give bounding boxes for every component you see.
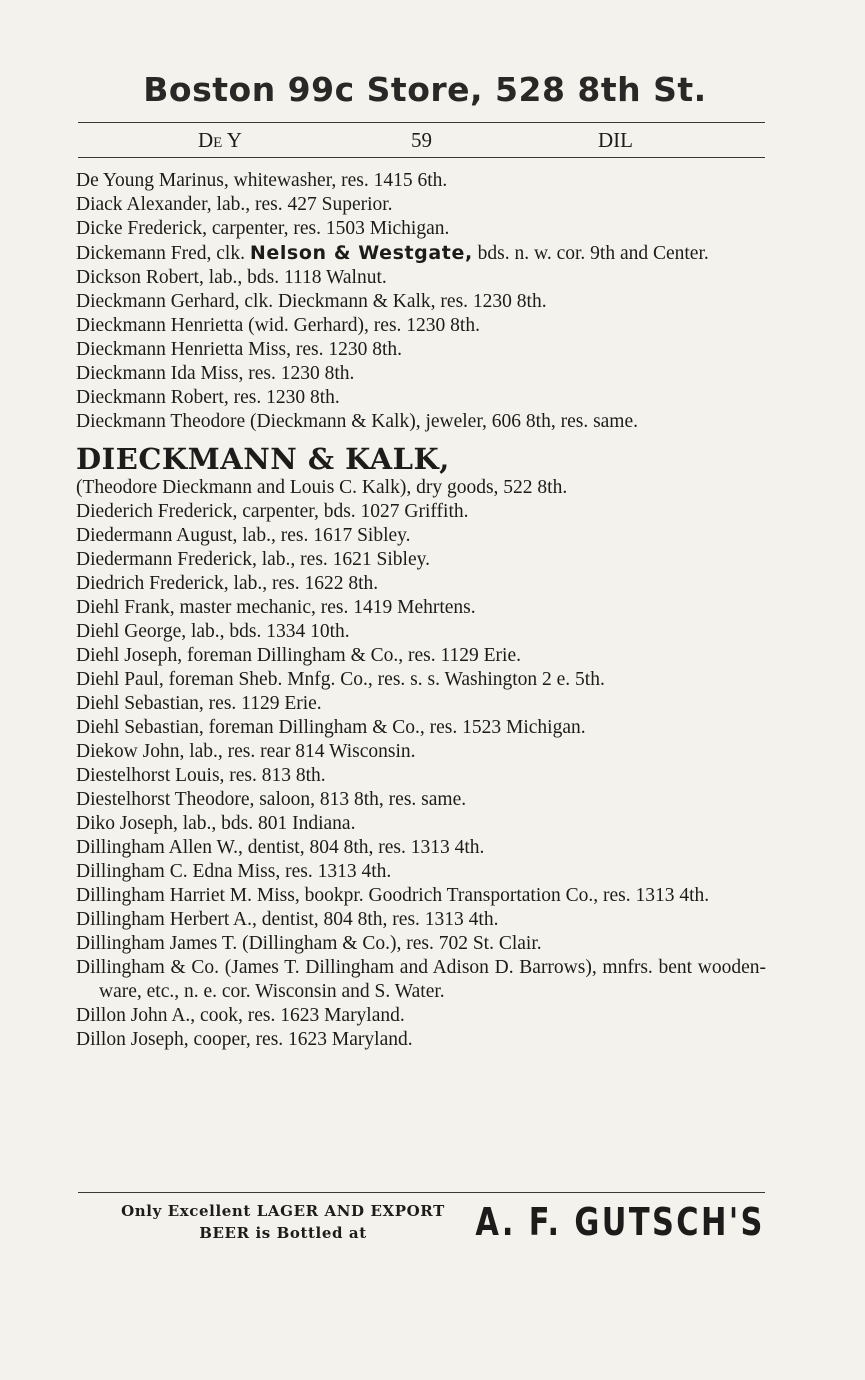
directory-entry: Dillingham & Co. (James T. Dillingham and Adison D. Barrows), mnfrs. bent wooden-ware, etc., n. e. cor. Wisconsin and S. Water. <box>76 957 766 1002</box>
directory-entry: Dieckmann Henrietta (wid. Gerhard), res. 1230 8th. <box>76 315 480 336</box>
header-rule <box>78 157 765 158</box>
directory-entry: Diehl Joseph, foreman Dillingham & Co., res. 1129 Erie. <box>76 645 521 666</box>
firm-heading: DIECKMANN & KALK, <box>76 442 450 476</box>
directory-entry: Diehl Frank, master mechanic, res. 1419 Mehrtens. <box>76 597 476 618</box>
directory-entry <box>76 241 766 266</box>
banner-advertisement: Boston 99c Store, 528 8th St. <box>143 70 707 109</box>
entry-group-b <box>76 266 766 434</box>
directory-entry: Dieckmann Robert, res. 1230 8th. <box>76 387 340 408</box>
directory-entry: Dicke Frederick, carpenter, res. 1503 Michigan. <box>76 218 450 239</box>
running-head <box>78 128 765 156</box>
directory-entry: Dillon John A., cook, res. 1623 Maryland. <box>76 1005 405 1026</box>
directory-entry: Diedermann Frederick, lab., res. 1621 Sibley. <box>76 549 430 570</box>
directory-entry: Diestelhorst Louis, res. 813 8th. <box>76 765 326 786</box>
ad-text <box>78 1200 488 1244</box>
directory-entry: Dieckmann Ida Miss, res. 1230 8th. <box>76 363 355 384</box>
page-number: 59 <box>411 128 432 152</box>
top-rule <box>78 122 765 123</box>
entry-group-c <box>76 500 766 1052</box>
directory-entry: Diedermann August, lab., res. 1617 Sibley. <box>76 525 411 546</box>
directory-entry: Dickson Robert, lab., bds. 1118 Walnut. <box>76 267 387 288</box>
directory-entry: Dillingham C. Edna Miss, res. 1313 4th. <box>76 861 392 882</box>
directory-entry: Dieckmann Gerhard, clk. Dieckmann & Kalk, res. 1230 8th. <box>76 291 547 312</box>
directory-entry: Diedrich Frederick, lab., res. 1622 8th. <box>76 573 379 594</box>
directory-entry: Diehl Sebastian, foreman Dillingham & Co., res. 1523 Michigan. <box>76 717 586 738</box>
directory-entry: Diederich Frederick, carpenter, bds. 1027 Griffith. <box>76 501 469 522</box>
entry-group-a <box>76 169 766 241</box>
directory-entry: De Young Marinus, whitewasher, res. 1415 6th. <box>76 170 448 191</box>
directory-entry: Dillingham Allen W., dentist, 804 8th, res. 1313 4th. <box>76 837 485 858</box>
ad-line-1: Only Excellent LAGER AND EXPORT <box>121 1202 445 1220</box>
directory-entry: Dieckmann Theodore (Dieckmann & Kalk), jeweler, 606 8th, res. same. <box>76 411 639 432</box>
directory-entry: Diehl Sebastian, res. 1129 Erie. <box>76 693 322 714</box>
running-head-left: De Y <box>198 128 242 152</box>
directory-entry: Diehl Paul, foreman Sheb. Mnfg. Co., res. s. s. Washington 2 e. 5th. <box>76 669 605 690</box>
directory-entry: Dieckmann Henrietta Miss, res. 1230 8th. <box>76 339 403 360</box>
directory-entry: Dillon Joseph, cooper, res. 1623 Maryland. <box>76 1029 413 1050</box>
ad-brand: A. F. GUTSCH'S <box>475 1200 765 1244</box>
entry-text: bds. n. w. cor. 9th and Center. <box>472 243 709 264</box>
directory-entry: Dillingham James T. (Dillingham & Co.), res. 702 St. Clair. <box>76 933 542 954</box>
firm-name-bold: Nelson & Westgate, <box>249 242 473 264</box>
firm-detail: (Theodore Dieckmann and Louis C. Kalk), dry goods, 522 8th. <box>76 477 568 498</box>
directory-entries <box>76 169 766 1052</box>
running-head-right: DIL <box>598 128 633 152</box>
entry-text: Dickemann Fred, clk. <box>76 243 250 264</box>
footer-advertisement <box>78 1200 765 1250</box>
directory-entry: Diko Joseph, lab., bds. 801 Indiana. <box>76 813 356 834</box>
directory-entry: Diekow John, lab., res. rear 814 Wisconsin. <box>76 741 416 762</box>
directory-entry: Dillingham Herbert A., dentist, 804 8th, res. 1313 4th. <box>76 909 499 930</box>
directory-entry: Diehl George, lab., bds. 1334 10th. <box>76 621 350 642</box>
footer-rule <box>78 1192 765 1193</box>
directory-entry: Diestelhorst Theodore, saloon, 813 8th, res. same. <box>76 789 467 810</box>
ad-line-2: BEER is Bottled at <box>199 1224 367 1242</box>
directory-entry: Diack Alexander, lab., res. 427 Superior. <box>76 194 393 215</box>
directory-entry: Dillingham Harriet M. Miss, bookpr. Goodrich Transportation Co., res. 1313 4th. <box>76 885 710 906</box>
